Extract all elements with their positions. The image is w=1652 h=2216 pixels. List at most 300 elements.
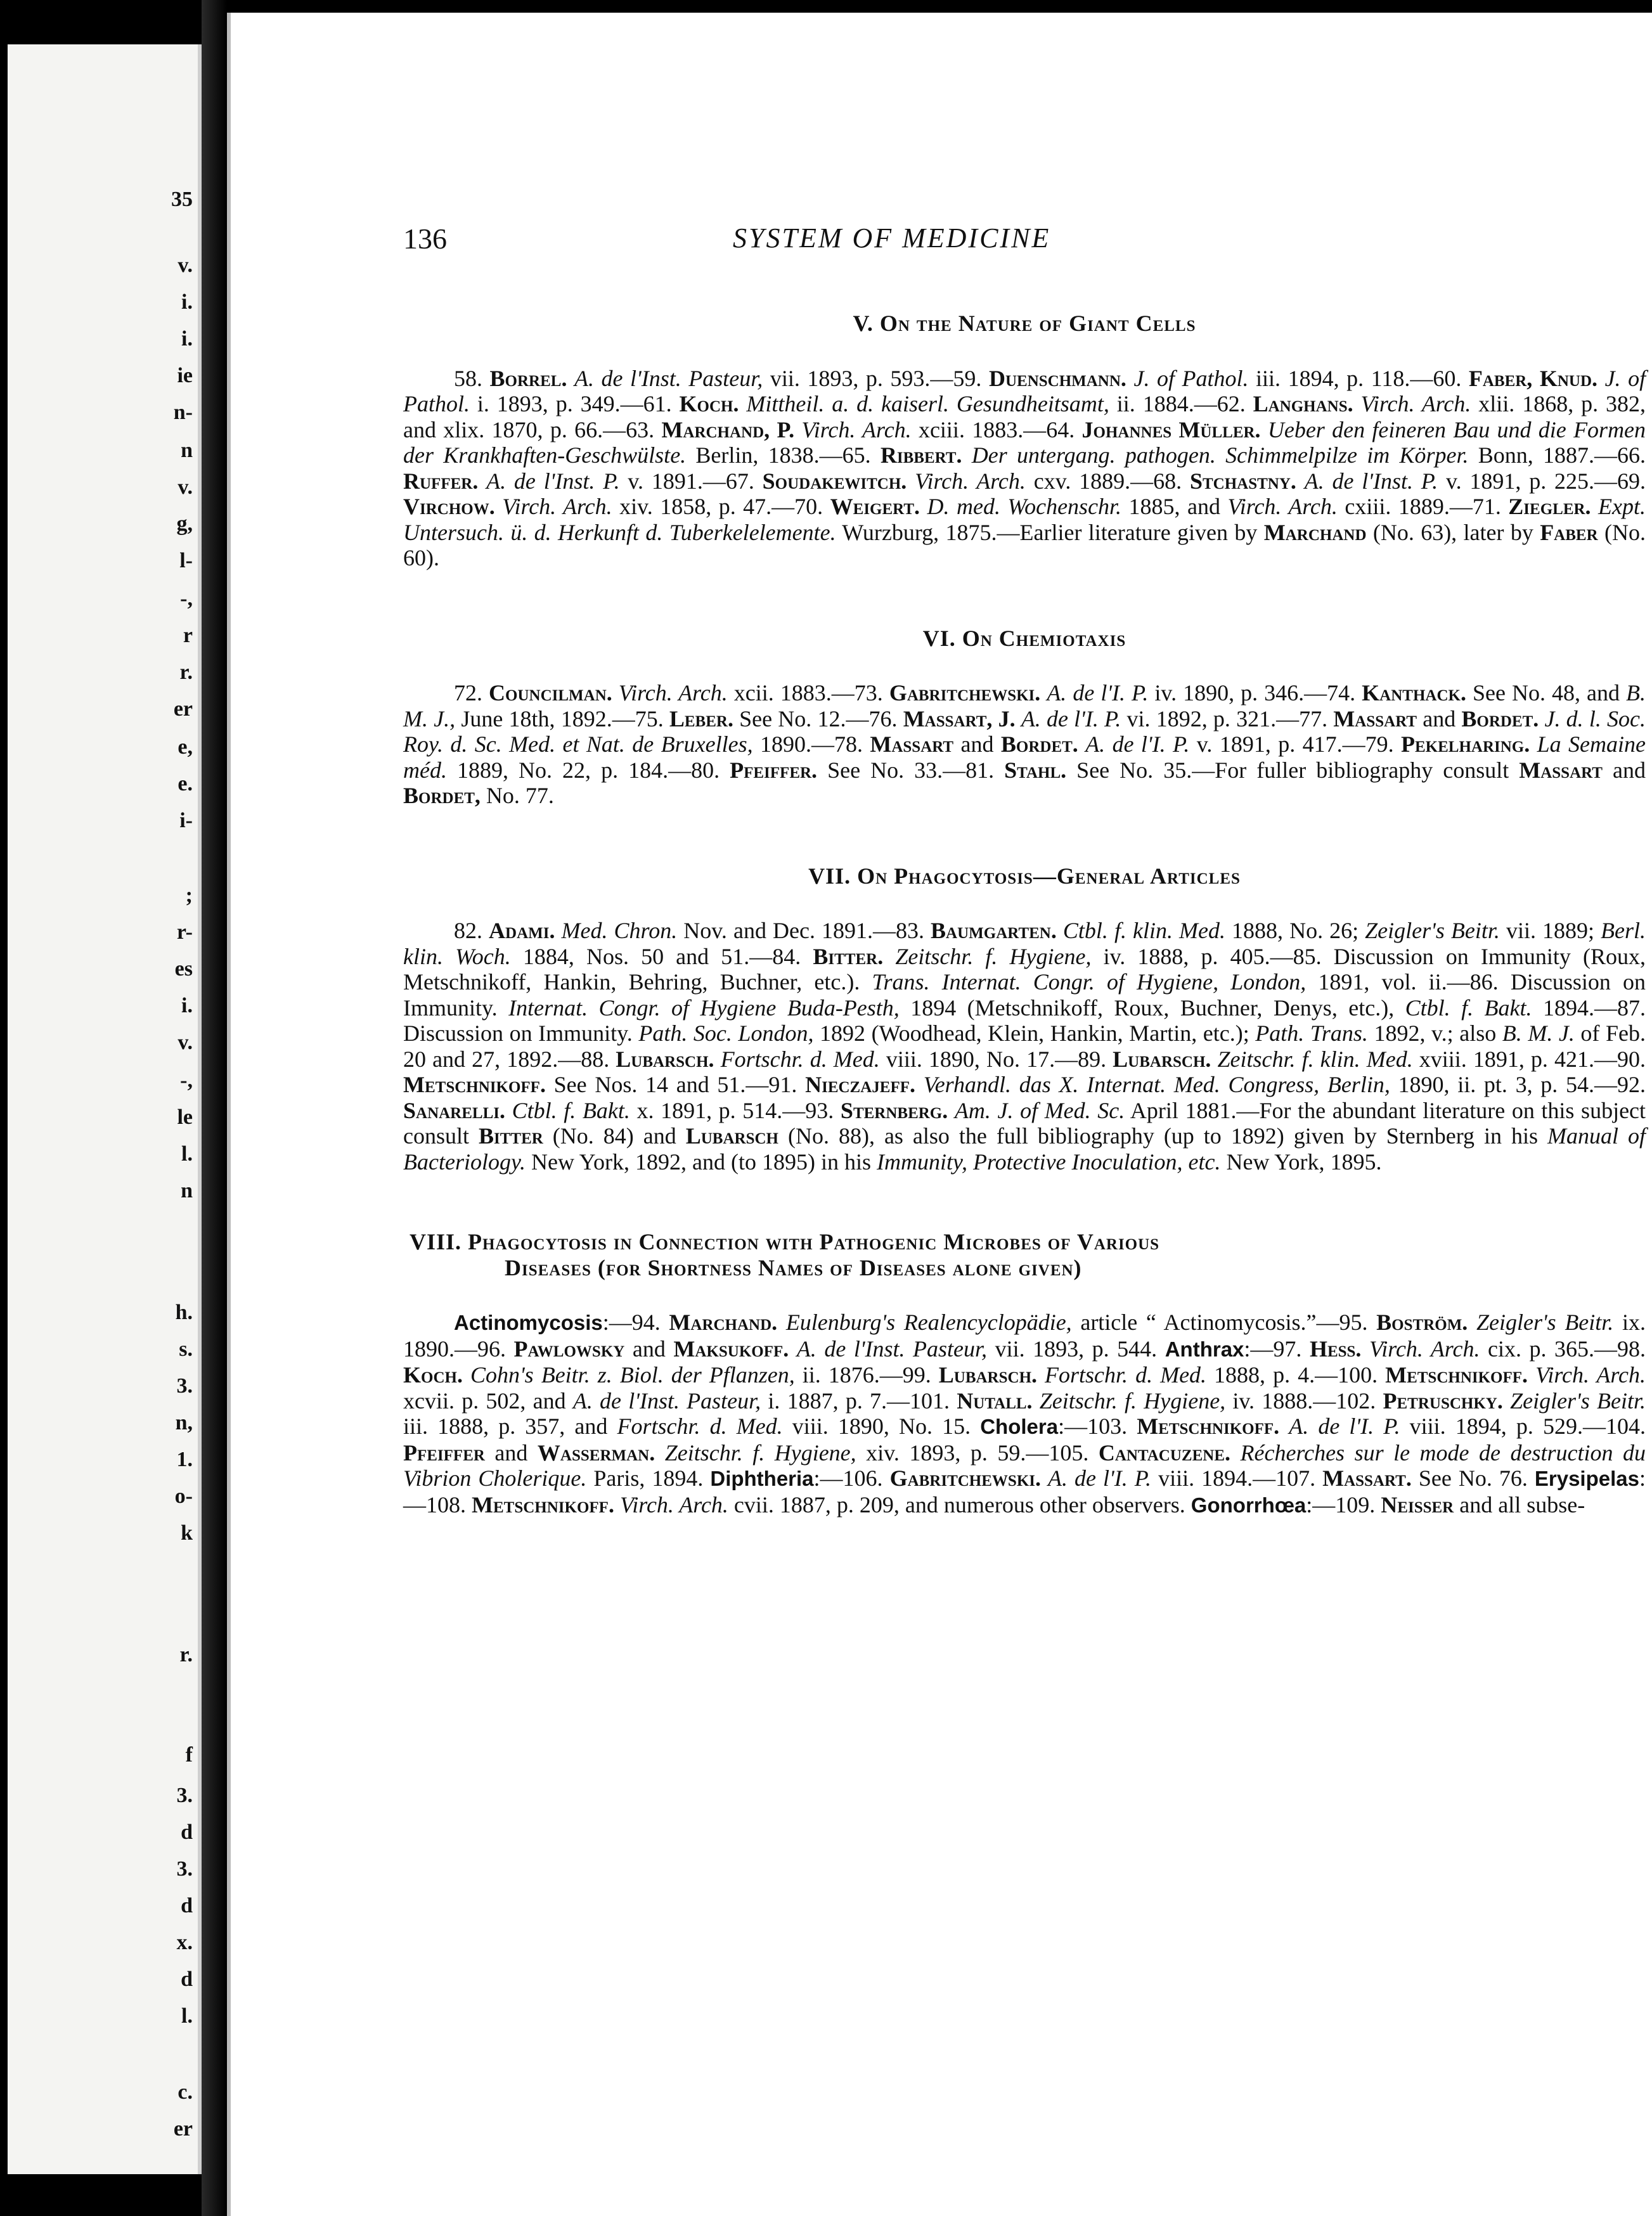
citation-text: cxv. 1889.—68. xyxy=(1025,468,1190,494)
author-name: Duenschmann. xyxy=(988,365,1126,391)
citation-text xyxy=(915,1072,924,1097)
facing-page-fragment: k xyxy=(181,1521,193,1545)
citation-text xyxy=(1279,1414,1289,1439)
journal-title: Fortschr. d. Med. xyxy=(617,1414,783,1439)
facing-page-fragment: le xyxy=(177,1105,193,1129)
journal-title: A. de l'I. P. xyxy=(1085,731,1190,757)
journal-title: Manual of Bacteriology. xyxy=(403,1123,1646,1175)
journal-title: Zeitschr. f. Hygiene, xyxy=(664,1440,856,1466)
author-name: Bordet, xyxy=(403,783,481,808)
citation-text: Berlin, 1838.—65. xyxy=(686,442,881,468)
section-paragraph xyxy=(403,680,1646,809)
citation-text xyxy=(1530,731,1537,757)
facing-page-fragment: e. xyxy=(177,772,193,796)
citation-text xyxy=(777,1310,786,1335)
facing-page-fragment: 3. xyxy=(176,1784,193,1807)
citation-text xyxy=(920,494,927,519)
citation-text: 1884, Nos. 50 and 51.—84. xyxy=(510,943,813,969)
section-paragraph xyxy=(403,918,1646,1175)
facing-page-fragment: d xyxy=(181,1968,193,1991)
journal-title: J. d. l. Soc. Roy. d. Sc. Med. et Nat. de Bruxelles, xyxy=(403,705,1646,757)
citation-text: See Nos. 14 and 51.—91. xyxy=(545,1072,806,1097)
facing-page-fragment: r. xyxy=(179,660,193,684)
citation-text xyxy=(555,918,561,943)
citation-text xyxy=(1078,731,1085,757)
citation-text: April 1881.—For the abundant literature on this subject consult xyxy=(403,1097,1646,1149)
author-name: Metschnikoff. xyxy=(403,1072,546,1097)
author-name: Massart xyxy=(870,731,954,757)
citation-text: v. 1891, p. 225.—69. xyxy=(1438,468,1646,494)
facing-page-fragment: 3. xyxy=(176,1857,193,1881)
citation-text: 1888, No. 26; xyxy=(1225,918,1365,943)
author-name: Stchastny. xyxy=(1189,468,1296,494)
citation-text xyxy=(948,1098,955,1123)
citation-text xyxy=(962,442,971,468)
author-name: Massart, J. xyxy=(903,705,1016,731)
citation-text: Wurzburg, 1875.—Earlier literature given by xyxy=(836,519,1264,545)
author-name: Weigert. xyxy=(830,494,920,519)
facing-page-fragment: i. xyxy=(181,994,193,1017)
section-viii xyxy=(403,1229,1646,1518)
book-page xyxy=(227,13,1652,2216)
author-name: Langhans. xyxy=(1253,391,1353,416)
facing-page-fragment: i. xyxy=(181,327,193,351)
citation-text xyxy=(1041,1466,1048,1491)
citation-text xyxy=(1033,1388,1040,1414)
facing-page-fragment: n xyxy=(181,1179,193,1202)
citation-text: and xyxy=(1417,705,1462,731)
author-name: Lubarsch. xyxy=(616,1046,714,1072)
journal-title: Path. Trans. xyxy=(1255,1021,1368,1046)
author-name: Boström. xyxy=(1376,1310,1468,1335)
journal-title: Virch. Arch. xyxy=(618,680,728,705)
author-name: Johannes Müller. xyxy=(1081,416,1261,442)
citation-text: 1894.—87. Discussion on Immunity. xyxy=(403,995,1646,1046)
journal-title: Virch. Arch. xyxy=(801,416,912,442)
section-heading xyxy=(410,1229,1646,1280)
author-name: Nutall. xyxy=(957,1388,1033,1414)
journal-title: Der untergang. pathogen. Schimmelpilze im Körper. xyxy=(971,442,1469,468)
citation-text xyxy=(1016,706,1021,731)
citation-text: vi. 1892, p. 321.—77. xyxy=(1121,705,1334,731)
citation-text: :—108. xyxy=(403,1466,1646,1517)
journal-title: La Semaine méd. xyxy=(403,731,1646,783)
citation-text xyxy=(655,1440,665,1466)
journal-title: Path. Soc. London, xyxy=(638,1021,814,1046)
citation-text: i. 1887, p. 7.—101. xyxy=(761,1388,957,1414)
facing-page-fragment: v. xyxy=(177,475,193,499)
journal-title: Expt. Untersuch. ü. d. Herkunft d. Tuberkelelemente. xyxy=(403,494,1646,545)
facing-page-fragment: x. xyxy=(176,1931,193,1954)
facing-page-fragment: v. xyxy=(177,254,193,277)
citation-text: June 18th, 1892.—75. xyxy=(455,705,669,731)
citation-text: i. 1893, p. 349.—61. xyxy=(470,391,680,416)
citation-text: 1892, v.; also xyxy=(1367,1021,1502,1046)
facing-page-fragment: o- xyxy=(174,1485,193,1508)
section-heading: VI. On Chemiotaxis xyxy=(922,625,1126,651)
disease-name: Cholera xyxy=(980,1415,1059,1438)
facing-page-fragment: v. xyxy=(177,1031,193,1054)
facing-page-fragment: ; xyxy=(185,884,193,907)
citation-text: See No. 35.—For fuller bibliography consult xyxy=(1066,757,1520,783)
citation-text: xviii. 1891, p. 421.—90. xyxy=(1412,1046,1646,1072)
author-name: Baumgarten. xyxy=(931,918,1057,943)
journal-title: Ctbl. f. klin. Med. xyxy=(1062,918,1225,943)
citation-text xyxy=(883,944,895,969)
citation-text: cix. p. 365.—98. xyxy=(1480,1336,1646,1362)
citation-text xyxy=(478,468,486,494)
citation-text xyxy=(505,1098,512,1123)
citation-text xyxy=(1361,1336,1369,1362)
author-name: Faber, Knud. xyxy=(1468,365,1598,391)
journal-title: J. of Pathol. xyxy=(1133,365,1249,391)
journal-title: Zeitschr. f. Hygiene, xyxy=(1039,1388,1226,1414)
journal-title: A. de l'I. P. xyxy=(1289,1414,1400,1439)
author-name: Ziegler. xyxy=(1508,494,1591,519)
journal-title: A. de l'Inst. P. xyxy=(486,468,620,494)
facing-page-fragment: c. xyxy=(177,2080,193,2104)
author-name: Petruschky. xyxy=(1383,1388,1503,1414)
citation-text xyxy=(495,494,502,519)
author-name: Gabritchewski. xyxy=(889,680,1041,705)
journal-title: Zeigler's Beitr. xyxy=(1476,1310,1614,1335)
author-name: Lubarsch. xyxy=(1113,1046,1211,1072)
citation-text: 58. xyxy=(454,365,490,391)
citation-text: vii. 1893, p. 544. xyxy=(987,1336,1165,1362)
journal-title: Zeitschr. f. klin. Med. xyxy=(1217,1046,1413,1072)
author-name: Massart xyxy=(1333,705,1417,731)
journal-title: Am. J. of Med. Sc. xyxy=(954,1097,1125,1123)
citation-text xyxy=(739,391,746,416)
section-v xyxy=(403,311,1646,571)
journal-title: Verhandl. das X. Internat. Med. Congress, Berlin, xyxy=(923,1072,1390,1097)
author-name: Marchand xyxy=(1263,519,1367,545)
author-name: Metschnikoff. xyxy=(472,1491,614,1517)
disease-name: Erysipelas xyxy=(1534,1467,1639,1490)
journal-title: A. de l'Inst. Pasteur, xyxy=(574,365,763,391)
citation-text: vii. 1893, p. 593.—59. xyxy=(763,365,989,391)
journal-title: J. of Pathol. xyxy=(403,365,1646,416)
citation-text: 1891, vol. ii.—86. Discussion on Immunity. xyxy=(403,969,1646,1021)
facing-page-fragment: 1. xyxy=(176,1448,193,1471)
citation-text xyxy=(463,1362,470,1388)
citation-text: cvii. 1887, p. 209, and numerous other observers. xyxy=(728,1491,1191,1517)
journal-title: Med. Chron. xyxy=(561,918,678,943)
author-name: Faber xyxy=(1540,519,1598,545)
citation-text: iv. 1888.—102. xyxy=(1225,1388,1383,1414)
citation-text: xciii. 1883.—64. xyxy=(911,416,1082,442)
author-name: Stahl. xyxy=(1004,757,1067,783)
citation-text xyxy=(789,1336,797,1362)
citation-text: iii. 1894, p. 118.—60. xyxy=(1248,365,1469,391)
citation-text: 72. xyxy=(454,680,489,705)
author-name: Bordet. xyxy=(1000,731,1078,757)
citation-text: ii. 1884.—62. xyxy=(1109,391,1253,416)
journal-title: A. de l'Inst. Pasteur, xyxy=(572,1388,761,1414)
journal-title: Virch. Arch. xyxy=(1535,1362,1646,1388)
facing-page-fragment: i- xyxy=(179,809,193,832)
section-paragraph xyxy=(403,1310,1646,1518)
citation-text: Paris, 1894. xyxy=(586,1466,711,1491)
citation-text: x. 1891, p. 514.—93. xyxy=(629,1097,841,1123)
citation-text: 1890, ii. pt. 3, p. 54.—92. xyxy=(1390,1072,1646,1097)
facing-page-fragment: 3. xyxy=(176,1374,193,1398)
author-name: Ribbert. xyxy=(880,442,962,468)
page-gutter-shadow xyxy=(202,0,227,2216)
journal-title: Zeigler's Beitr. xyxy=(1510,1388,1646,1414)
facing-page-fragment: l. xyxy=(181,2004,193,2028)
journal-title: B. M. J., xyxy=(403,680,1646,731)
author-name: Koch. xyxy=(679,391,739,416)
citation-text xyxy=(1296,468,1305,494)
citation-text: (No. 60). xyxy=(403,519,1646,570)
author-name: Metschnikoff. xyxy=(1385,1362,1528,1388)
author-name: Leber. xyxy=(669,705,733,731)
journal-title: Ctbl. f. Bakt. xyxy=(1405,995,1532,1021)
citation-text: iv. 1888, p. 405.—85. Discussion on Immunity (Roux, Metschnikoff, Hankin, Behring, Buchner, etc.). xyxy=(403,943,1646,995)
facing-page-fragment: d xyxy=(181,1894,193,1917)
citation-text xyxy=(1211,1047,1217,1072)
citation-text: See No. 12.—76. xyxy=(733,705,903,731)
citation-text: 1892 (Woodhead, Klein, Hankin, Martin, etc.); xyxy=(813,1021,1256,1046)
journal-title: Récherches sur le mode de destruction du Vibrion Cholerique. xyxy=(403,1440,1646,1491)
page-header xyxy=(403,222,1646,273)
section-heading: V. On the Nature of Giant Cells xyxy=(853,311,1196,336)
citation-text: viii. 1894, p. 529.—104. xyxy=(1400,1414,1646,1439)
author-name: Wasserman. xyxy=(537,1440,655,1466)
citation-text: (No. 84) and xyxy=(543,1123,686,1149)
citation-text: Bonn, 1887.—66. xyxy=(1468,442,1646,468)
author-name: Pfeiffer. xyxy=(730,757,818,783)
author-name: Massart xyxy=(1519,757,1603,783)
citation-text: No. 77. xyxy=(480,783,554,808)
citation-text: 1894 (Metschnikoff, Roux, Buchner, Denys, etc.), xyxy=(899,995,1405,1021)
citation-text xyxy=(794,417,801,442)
citation-text: See No. 48, and xyxy=(1466,680,1627,705)
citation-text xyxy=(1261,417,1268,442)
author-name: Massart. xyxy=(1322,1466,1412,1491)
citation-text xyxy=(1040,680,1047,705)
journal-title: Fortschr. d. Med. xyxy=(720,1046,880,1072)
author-name: Marchand. xyxy=(669,1310,778,1335)
citation-text: 1888, p. 4.—100. xyxy=(1206,1362,1386,1388)
citation-text xyxy=(1591,494,1598,519)
citation-text: xiv. 1858, p. 47.—70. xyxy=(612,494,830,519)
citation-text xyxy=(567,366,574,391)
citation-text: viii. 1890, No. 15. xyxy=(782,1414,981,1439)
facing-page-fragment: ie xyxy=(177,364,193,387)
facing-page-fragment: l- xyxy=(179,549,193,572)
page-number: 136 xyxy=(403,222,447,255)
citation-text: article “ Actinomycosis.”—95. xyxy=(1071,1310,1377,1335)
facing-page-fragment: n, xyxy=(175,1411,193,1434)
citation-text: (No. 88), as also the full bibliography (up to 1892) given by Sternberg in his xyxy=(778,1123,1548,1149)
facing-page-fragment: n- xyxy=(173,401,193,424)
author-name: Neisser xyxy=(1381,1491,1454,1517)
journal-title: Zeitschr. f. Hygiene, xyxy=(895,943,1092,969)
journal-title: Virch. Arch. xyxy=(1227,494,1338,519)
author-name: Bitter xyxy=(478,1123,543,1149)
author-name: Nieczajeff. xyxy=(805,1072,915,1097)
citation-text: ii. 1876.—99. xyxy=(794,1362,939,1388)
citation-text: v. 1891, p. 417.—79. xyxy=(1189,731,1401,757)
facing-page-fragment: es xyxy=(174,957,193,981)
citation-text xyxy=(1468,1310,1476,1335)
citation-text: :—109. xyxy=(1306,1491,1381,1517)
journal-title: Internat. Congr. of Hygiene Buda-Pesth, xyxy=(508,995,900,1021)
section-heading: VII. On Phagocytosis—General Articles xyxy=(808,863,1241,889)
journal-title: Ueber den feineren Bau und die Formen der Krankhaften-Geschwülste. xyxy=(403,416,1646,468)
author-name: Sanarelli. xyxy=(403,1097,505,1123)
citation-text: :—97. xyxy=(1244,1336,1310,1362)
citation-text xyxy=(1057,918,1063,943)
journal-title: Eulenburg's Realencyclopädie, xyxy=(785,1310,1072,1335)
citation-text: and xyxy=(953,731,1001,757)
author-name: Marchand, P. xyxy=(661,416,795,442)
facing-page-fragment: -, xyxy=(180,587,193,610)
binding-edge xyxy=(0,0,8,2216)
citation-text: 1889, No. 22, p. 184.—80. xyxy=(446,757,730,783)
facing-page-fragment: h. xyxy=(175,1301,193,1324)
citation-text: :—106. xyxy=(813,1466,890,1491)
facing-page-fragment: er xyxy=(173,697,193,721)
journal-title: Ctbl. f. Bakt. xyxy=(512,1097,630,1123)
citation-text: iv. 1890, p. 346.—74. xyxy=(1148,680,1362,705)
citation-text: (No. 63), later by xyxy=(1366,519,1540,545)
author-name: Metschnikoff. xyxy=(1137,1414,1280,1439)
citation-text xyxy=(1126,366,1134,391)
journal-title: Virch. Arch. xyxy=(915,468,1026,494)
citation-text xyxy=(1230,1440,1241,1466)
facing-page-fragment: f xyxy=(185,1743,193,1767)
citation-text xyxy=(612,680,619,705)
journal-title: Zeigler's Beitr. xyxy=(1365,918,1500,943)
journal-title: Trans. Internat. Congr. of Hygiene, London, xyxy=(872,969,1307,995)
journal-title: D. med. Wochenschr. xyxy=(927,494,1122,519)
citation-text: viii. 1894.—107. xyxy=(1151,1466,1323,1491)
citation-text xyxy=(907,468,915,494)
facing-page-fragment: r xyxy=(183,624,193,647)
facing-page-fragment: i. xyxy=(181,290,193,314)
citation-text xyxy=(1353,391,1361,416)
journal-title: A. de l'I. P. xyxy=(1048,1466,1152,1491)
author-name: Pfeiffer xyxy=(403,1440,485,1466)
citation-text: New York, 1895. xyxy=(1220,1149,1382,1175)
author-name: Bordet. xyxy=(1461,705,1539,731)
citation-text xyxy=(614,1492,620,1517)
citation-text: xlii. 1868, p. 382, and xlix. 1870, p. 66.—63. xyxy=(403,391,1646,442)
author-name: Soudakewitch. xyxy=(762,468,907,494)
citation-text xyxy=(1528,1362,1535,1388)
citation-text: :—103. xyxy=(1058,1414,1137,1439)
citation-text xyxy=(714,1047,721,1072)
journal-title: Cohn's Beitr. z. Biol. der Pflanzen, xyxy=(470,1362,795,1388)
journal-title: Mittheil. a. d. kaiserl. Gesundheitsamt, xyxy=(746,391,1109,416)
citation-text: v. 1891.—67. xyxy=(619,468,763,494)
section-paragraph xyxy=(403,366,1646,571)
journal-title: Virch. Arch. xyxy=(502,494,612,519)
citation-text: Nov. and Dec. 1891.—83. xyxy=(677,918,931,943)
facing-page-fragment: n xyxy=(181,439,193,462)
facing-page-fragment: r. xyxy=(179,1643,193,1666)
disease-name: Anthrax xyxy=(1165,1337,1244,1361)
citation-text: iii. 1888, p. 357, and xyxy=(403,1414,617,1439)
facing-page-fragment: l. xyxy=(181,1142,193,1166)
journal-title: B. M. J. xyxy=(1502,1021,1575,1046)
citation-text: See No. 76. xyxy=(1411,1466,1535,1491)
disease-name: Actinomycosis xyxy=(454,1311,603,1334)
journal-title: A. de l'I. P. xyxy=(1021,705,1121,731)
citation-text xyxy=(1503,1388,1510,1414)
citation-text: xcvii. p. 502, and xyxy=(403,1388,573,1414)
author-name: Lubarsch. xyxy=(938,1362,1038,1388)
citation-text: New York, 1892, and (to 1895) in his xyxy=(525,1149,877,1175)
author-name: Kanthack. xyxy=(1362,680,1466,705)
author-name: Hess. xyxy=(1309,1336,1362,1362)
citation-text: vii. 1889; xyxy=(1499,918,1601,943)
disease-name: Diphtheria xyxy=(710,1467,814,1490)
facing-page-fragment: d xyxy=(181,1820,193,1844)
disease-name: Gonorrhœa xyxy=(1191,1493,1307,1517)
author-name: Pekelharing. xyxy=(1400,731,1530,757)
citation-text: and xyxy=(484,1440,538,1466)
citation-text: xcii. 1883.—73. xyxy=(727,680,889,705)
author-name: Maksukoff. xyxy=(673,1336,789,1362)
citation-text: and xyxy=(624,1336,674,1362)
section-heading-line-1: VIII. Phagocytosis in Connection with Pathogenic Microbes of Various xyxy=(410,1229,1160,1254)
journal-title: Fortschr. d. Med. xyxy=(1045,1362,1207,1388)
citation-text: 1890.—78. xyxy=(752,731,870,757)
facing-page-fragment: g, xyxy=(176,512,193,536)
facing-page-fragment: 35 xyxy=(171,188,193,211)
citation-text: 1885, and xyxy=(1121,494,1228,519)
facing-page-fragment: s. xyxy=(179,1337,193,1361)
citation-text: and xyxy=(1602,757,1646,783)
author-name: Councilman. xyxy=(489,680,612,705)
journal-title: A. de l'I. P. xyxy=(1047,680,1149,705)
section-heading-line-2: Diseases (for Shortness Names of Diseases alone given) xyxy=(505,1254,1082,1280)
citation-text: :—94. xyxy=(602,1310,669,1335)
citation-text: xiv. 1893, p. 59.—105. xyxy=(856,1440,1099,1466)
journal-title: Berl. klin. Woch. xyxy=(403,918,1646,969)
author-name: Adami. xyxy=(489,918,555,943)
citation-text xyxy=(1597,366,1605,391)
journal-title: Virch. Arch. xyxy=(1360,391,1471,416)
author-name: Virchow. xyxy=(403,494,495,519)
citation-text: viii. 1890, No. 17.—89. xyxy=(879,1046,1113,1072)
facing-page-fragment: -, xyxy=(180,1069,193,1092)
author-name: Gabritchewski. xyxy=(889,1466,1042,1491)
author-name: Cantacuzene. xyxy=(1098,1440,1230,1466)
author-name: Lubarsch xyxy=(685,1123,778,1149)
journal-title: Virch. Arch. xyxy=(619,1491,728,1517)
section-vi xyxy=(403,626,1646,809)
author-name: Bitter. xyxy=(813,943,884,969)
citation-text: 82. xyxy=(454,918,489,943)
citation-text xyxy=(1037,1362,1045,1388)
author-name: Ruffer. xyxy=(403,468,479,494)
journal-title: Immunity, Protective Inoculation, etc. xyxy=(876,1149,1221,1175)
journal-title: Virch. Arch. xyxy=(1369,1336,1480,1362)
section-vii xyxy=(403,863,1646,1175)
author-name: Borrel. xyxy=(489,365,567,391)
author-name: Sternberg. xyxy=(840,1097,948,1123)
facing-page-fragment: r- xyxy=(176,920,193,944)
body-text xyxy=(403,311,1646,1573)
citation-text xyxy=(1539,706,1544,731)
citation-text: of Feb. 20 and 27, 1892.—88. xyxy=(403,1021,1646,1072)
author-name: Koch. xyxy=(403,1362,463,1388)
